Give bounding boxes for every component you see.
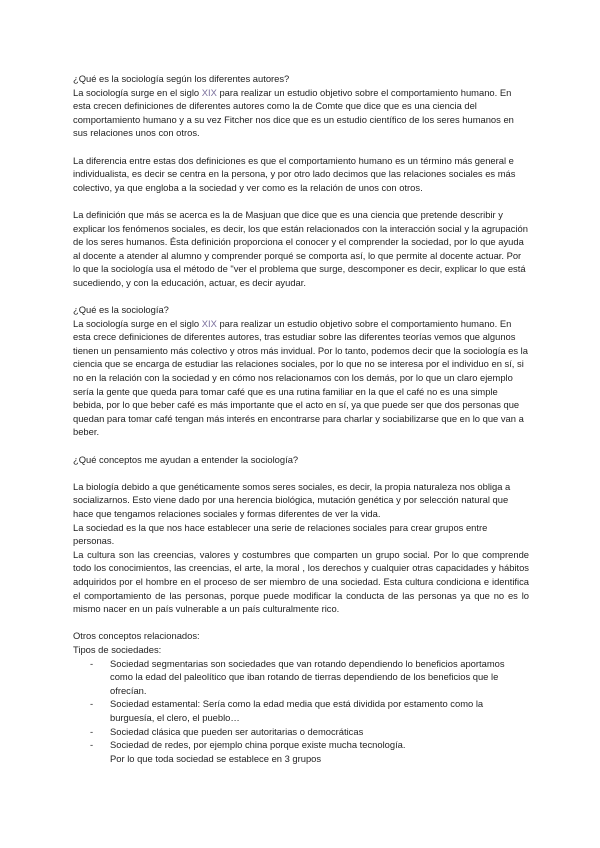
document-page	[73, 72, 529, 765]
culture-paragraph: La cultura son las creencias, valores y costumbres que comparten un grupo social. Por lo que comprende todo los conocimientos, las creencias, el arte, la moral , los derechos y cualquier otras capacidades y hábitos adquiridos por el hombre en el proceso de ser miembro de una sociedad. Esta cultura condiciona e identifica el comportamiento de las personas, porque puede modificar la conducta de las personas ya que no es lo mismo nacer en un país vulnerable a un país culturalmente rico.	[73, 548, 529, 615]
society-paragraph: La sociedad es la que nos hace establecer una serie de relaciones sociales para crear grupos entre personas.	[73, 521, 488, 547]
biology-paragraph: La biología debido a que genéticamente somos seres sociales, es decir, la propia naturaleza nos obliga a socializarnos. Esto viene dado por una herencia biológica, mutación genética y por selección natural que hace que tengamos relaciones sociales y formas diferentes de ver la vida.	[73, 480, 511, 519]
text-run: La sociología surge en el siglo	[73, 317, 202, 329]
sociology-origin-paragraph	[73, 86, 529, 140]
society-types-list	[73, 657, 529, 752]
text-run: La sociología surge en el siglo	[73, 86, 202, 98]
section-title-related-concepts: Otros conceptos relacionados:	[73, 630, 200, 642]
century-numeral: XIX	[201, 86, 217, 98]
sociology-definition-paragraph	[73, 317, 529, 439]
text-run: para realizar un estudio objetivo sobre el comportamiento humano. En esta crecen definiciones de diferentes autores como la de Comte que dice que es una ciencia del comportamiento humano y a su vez Fitcher nos dice que es un estudio científico de los seres humanos en sus relaciones unos con otros.	[73, 86, 514, 139]
century-numeral: XIX	[201, 317, 217, 329]
masjuan-definition-paragraph: La definición que más se acerca es la de Masjuan que dice que es una ciencia que pretende describir y explicar los fenómenos sociales, es decir, los que están relacionados con la interacción social y la agrupación de los seres humanos. Ésta definición proporciona el conocer y el comprender la sociedad, por lo que ayuda al docente a atender al alumno y comprender porqué se comporta así, lo que permite al docente actuar. Por lo que la sociología usa el método de "ver el problema que surge, descomponer es decir, explicar lo que está sucediendo, y con la educación, actuar, es decir ayudar.	[73, 208, 528, 288]
list-item: - Sociedad de redes, por ejemplo china porque existe mucha tecnología.	[73, 738, 529, 752]
closing-line: Por lo que toda sociedad se establece en 3 grupos	[110, 752, 322, 764]
list-item: - Sociedad segmentarias son sociedades que van rotando dependiendo lo beneficios aportamos como la edad del paleolítico que iban rotando de tierras dependiendo de los beneficios que le ofrecían.	[73, 657, 529, 698]
list-item: - Sociedad estamental: Sería como la edad media que está dividida por estamento como la burguesía, el clero, el pueblo…	[73, 697, 529, 724]
list-item: - Sociedad clásica que pueden ser autoritarias o democráticas	[73, 725, 529, 739]
text-run: para realizar un estudio objetivo sobre el comportamiento humano. En esta crece definiciones de diferentes autores, tras estudiar sobre las diferentes teorías vemos que algunos tienen un pensamiento más colectivo y otros más invidual. Por lo tanto, podemos decir que la sociología es la ciencia que se encarga de estudiar las relaciones sociales, por lo que no se interesa por el individuo en sí, si no en la relación con la sociedad y en cómo nos relacionamos con los demás, por lo que un claro ejemplo sería la gente que queda para tomar café que es una rutina familiar en la que el café no es una simple bebida, por lo que beber café es más importante que el acto en sí, ya que puede ser que dos personas que quedan para tomar café tengan más interés en encontrarse para charlar y sociabilizarse que en lo que van a beber.	[73, 317, 528, 438]
society-types-subtitle: Tipos de sociedades:	[73, 643, 162, 655]
section-title-what-is-sociology: ¿Qué es la sociología?	[73, 304, 169, 316]
section-title-concepts: ¿Qué conceptos me ayudan a entender la sociología?	[73, 453, 299, 465]
definitions-difference-paragraph: La diferencia entre estas dos definiciones es que el comportamiento humano es un término más general e individualista, es decir se centra en la persona, y por otro lado decimos que las relaciones sociales es más colectivo, ya que engloba a la sociedad y ver como es la relación de unos con otros.	[73, 154, 516, 193]
section-title-sociology-authors: ¿Qué es la sociología según los diferentes autores?	[73, 73, 290, 84]
